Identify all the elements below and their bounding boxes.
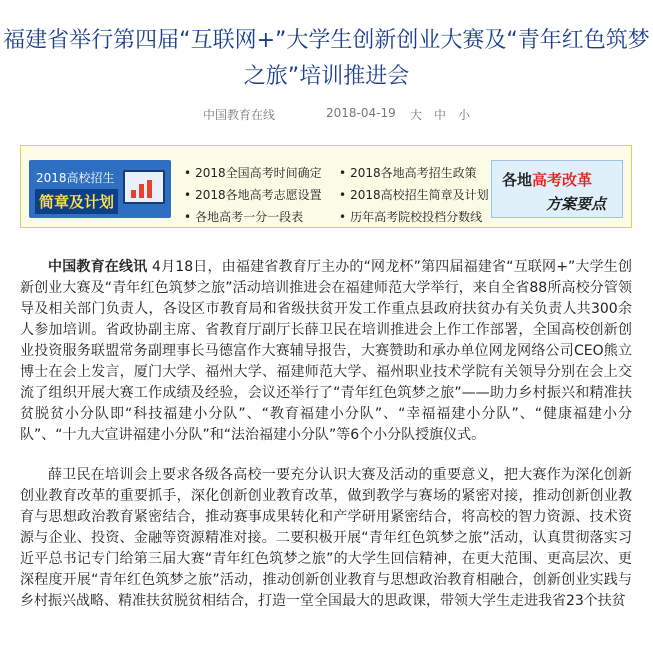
banner-link[interactable]: • 2018高校招生简章及计划 bbox=[339, 186, 489, 203]
banner-link[interactable]: • 历年高考院校投档分数线 bbox=[339, 208, 482, 225]
promo-right-top-text bbox=[502, 169, 592, 190]
admission-plan-promo[interactable] bbox=[29, 160, 171, 218]
article-title: 福建省举行第四届“互联网+”大学生创新创业大赛及“青年红色筑梦之旅”培训推进会 bbox=[3, 27, 650, 89]
banner-link[interactable]: • 2018各地高考招生政策 bbox=[339, 164, 477, 181]
publish-date: 2018-04-19 bbox=[326, 106, 396, 120]
promo-right-prefix: 各地 bbox=[502, 171, 533, 189]
promo-right-highlight: 高考改革 bbox=[532, 171, 593, 189]
article-paragraph bbox=[20, 257, 632, 446]
banner-link[interactable]: • 各地高考一分一段表 bbox=[184, 208, 303, 225]
article-body bbox=[20, 257, 632, 631]
font-size-large-button[interactable]: 大 bbox=[410, 108, 423, 122]
gaokao-reform-promo[interactable] bbox=[491, 160, 623, 218]
font-size-small-button[interactable]: 小 bbox=[458, 108, 471, 122]
banner-link[interactable]: • 2018全国高考时间确定 bbox=[184, 164, 322, 181]
source-label: 中国教育在线 bbox=[203, 108, 276, 122]
font-size-medium-button[interactable]: 中 bbox=[434, 108, 447, 122]
promo-left-main-text: 简章及计划 bbox=[35, 189, 118, 214]
promo-banner bbox=[20, 145, 632, 228]
promo-right-bottom-text: 方案要点 bbox=[545, 195, 606, 213]
article-lead: 中国教育在线讯 bbox=[48, 259, 148, 275]
banner-link[interactable]: • 2018各地高考志愿设置 bbox=[184, 186, 322, 203]
monitor-chart-icon bbox=[123, 170, 165, 204]
article-paragraph-1-text: 4月18日，由福建省教育厅主办的“网龙杯”第四届福建省“互联网+”大学生创新创业大赛及“青年红色筑梦之旅”活动培训推进会在福建师范大学举行，来自全省88所高校分管领导及相关部门负责人，各设区市教育局和省级扶贫开发工作重点县政府扶贫办有关负责人共300余人参加培训。省政协副主席、省教育厅副厅长薛卫民在培训推进会上作工作部署，全国高校创新创业投资服务联盟常务副理事长马德富作大赛辅导报告，大赛赞助和承办单位网龙网络公司CEO熊立博士在会上发言，厦门大学、福州大学、福建师范大学、福州职业技术学院有关领导分别在会上交流了组织开展大赛工作成绩及经验，会议还举行了“青年红色筑梦之旅”——助力乡村振兴和精准扶贫脱贫小分队即“科技福建小分队”、“教育福建小分队”、“幸福福建小分队”、“健康福建小分队”、“十九大宣讲福建小分队”和“法治福建小分队”等6个小分队授旗仪式。 bbox=[20, 259, 633, 443]
article-paragraph: 薛卫民在培训会上要求各级各高校一要充分认识大赛及活动的重要意义，把大赛作为深化创新创业教育改革的重要抓手，深化创新创业教育改革，做到教学与赛场的紧密对接，推动创新创业教育与思想政治教育紧密结合，推动赛事成果转化和产学研用紧密结合，将高校的智力资源、技术资源与企业、投资、金融等资源精准对接。二要积极开展“青年红色筑梦之旅”活动，认真贯彻落实习近平总书记专门给第三届大赛“青年红色筑梦之旅”的大学生回信精神，在更大范围、更高层次、更深程度开展“青年红色筑梦之旅”活动，推动创新创业教育与思想政治教育相融合，创新创业实践与乡村振兴战略、精准扶贫脱贫相结合，打造一堂全国最大的思政课，带领大学生走进我省23个扶贫 bbox=[20, 467, 632, 609]
promo-left-top-text: 2018高校招生 bbox=[36, 171, 115, 185]
